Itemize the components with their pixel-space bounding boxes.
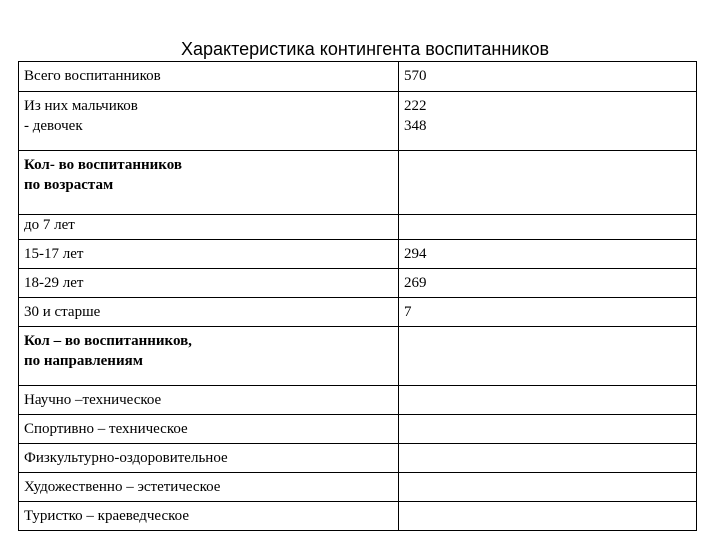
table-row <box>19 240 697 269</box>
row-label-line: Из них мальчиков <box>24 98 138 114</box>
table-row <box>19 386 697 415</box>
row-value <box>399 473 697 502</box>
row-value <box>399 215 697 240</box>
section-header-cell <box>19 151 399 215</box>
row-value <box>399 444 697 473</box>
row-value <box>399 151 697 215</box>
section-header-line: Кол – во воспитанников, <box>24 333 192 349</box>
row-value: 269 <box>399 269 697 298</box>
row-value-line: 222 <box>404 98 427 114</box>
table-row <box>19 92 697 151</box>
table-row <box>19 215 697 240</box>
row-label-line: - девочек <box>24 118 83 134</box>
contingent-table <box>18 61 697 531</box>
row-value-line: 348 <box>404 118 427 134</box>
row-label: Физкультурно-оздоровительное <box>19 444 399 473</box>
table-row <box>19 298 697 327</box>
row-label: 30 и старше <box>19 298 399 327</box>
row-value: 7 <box>399 298 697 327</box>
section-header-line: по направлениям <box>24 353 143 369</box>
table-row <box>19 62 697 92</box>
row-value: 294 <box>399 240 697 269</box>
row-value <box>399 386 697 415</box>
table-row <box>19 444 697 473</box>
table-row <box>19 151 697 215</box>
table-row <box>19 473 697 502</box>
row-label: до 7 лет <box>24 217 75 233</box>
row-label: Художественно – эстетическое <box>19 473 399 502</box>
row-value <box>399 502 697 531</box>
row-value: 570 <box>399 62 697 92</box>
table-row <box>19 502 697 531</box>
table-row <box>19 327 697 386</box>
section-header-line: по возрастам <box>24 177 114 193</box>
row-label: 15-17 лет <box>19 240 399 269</box>
document-title: Характеристика контингента воспитанников <box>180 39 550 59</box>
row-value <box>399 327 697 386</box>
section-header-line: Кол- во воспитанников <box>24 157 182 173</box>
section-header-cell <box>19 327 399 386</box>
row-value <box>399 415 697 444</box>
table-row <box>19 269 697 298</box>
row-label-cell <box>19 215 399 240</box>
row-label: 18-29 лет <box>19 269 399 298</box>
row-label: Туристко – краеведческое <box>19 502 399 531</box>
row-value-cell <box>399 92 697 151</box>
row-label: Научно –техническое <box>19 386 399 415</box>
row-label-cell <box>19 92 399 151</box>
row-label: Всего воспитанников <box>19 62 399 92</box>
table-row <box>19 415 697 444</box>
row-label: Спортивно – техническое <box>19 415 399 444</box>
